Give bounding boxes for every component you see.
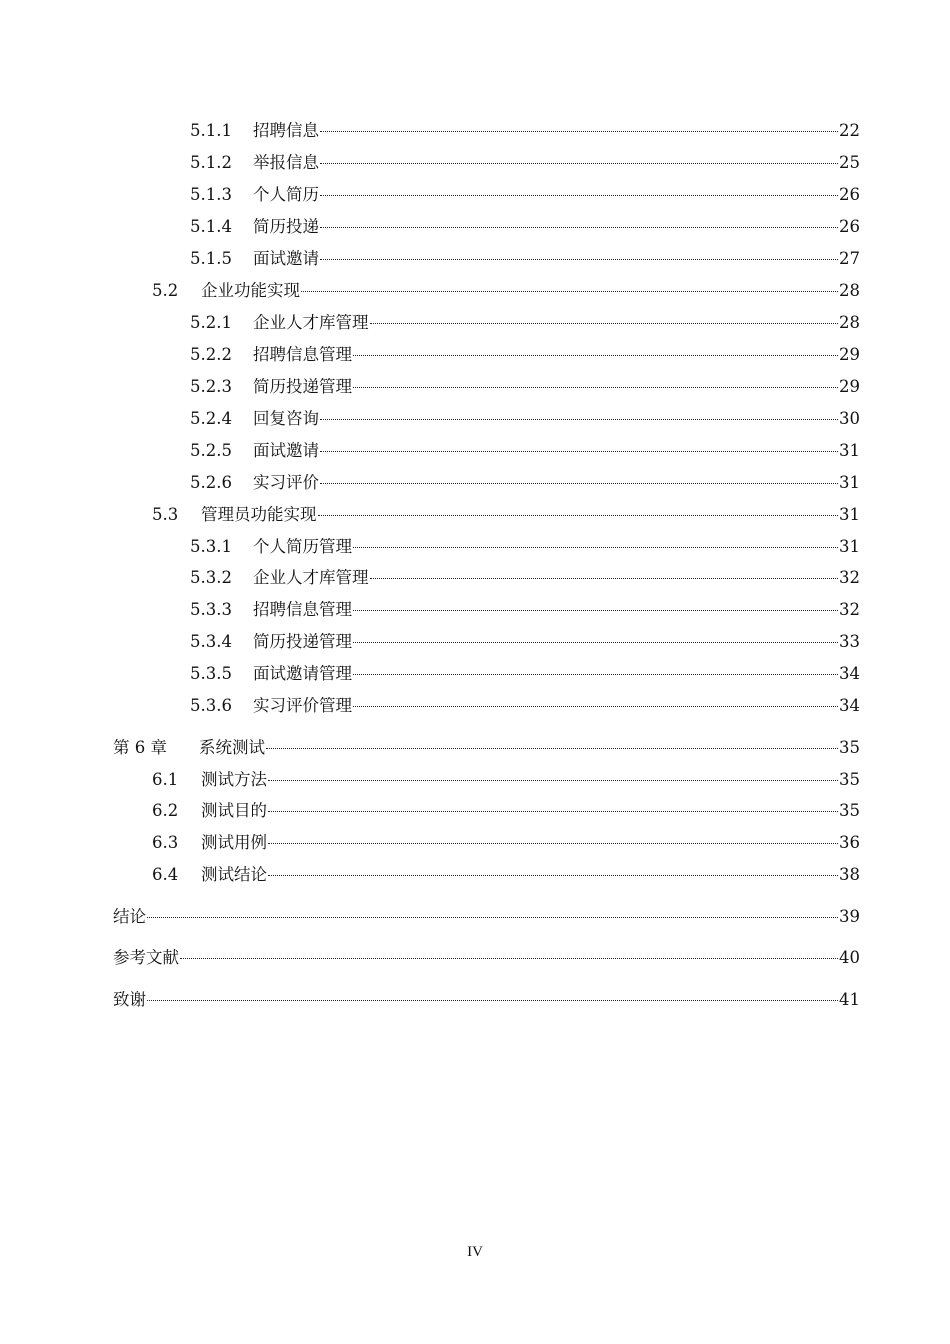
- toc-entry-page: 25: [839, 153, 860, 172]
- toc-entry[interactable]: [190, 439, 860, 463]
- toc-entry[interactable]: [190, 119, 860, 143]
- dot-leader: [320, 418, 838, 420]
- toc-entry-title: 简历投递管理: [253, 377, 352, 396]
- toc-entry-page: 26: [839, 185, 860, 204]
- toc-entry[interactable]: [113, 736, 860, 760]
- dot-leader: [268, 810, 838, 812]
- toc-entry-number: 5.2.6: [190, 473, 232, 492]
- toc-entry-title: 招聘信息管理: [253, 600, 352, 619]
- toc-entry-title: 招聘信息管理: [253, 345, 352, 364]
- toc-entry-page: 28: [839, 281, 860, 300]
- dot-leader: [180, 957, 838, 959]
- toc-entry[interactable]: [190, 694, 860, 718]
- toc-entry[interactable]: [152, 831, 860, 855]
- toc-entry[interactable]: [152, 863, 860, 887]
- toc-entry[interactable]: [152, 503, 860, 527]
- toc-entry-title: 简历投递管理: [253, 632, 352, 651]
- toc-entry-title: 结论: [113, 907, 146, 926]
- toc-entry-page: 32: [839, 600, 860, 619]
- toc-entry-page: 29: [839, 377, 860, 396]
- dot-leader: [320, 226, 838, 228]
- toc-entry-number: 5.3.6: [190, 696, 232, 715]
- toc-entry-page: 41: [839, 990, 860, 1009]
- toc-entry[interactable]: [190, 566, 860, 590]
- toc-entry-page: 38: [839, 865, 860, 884]
- toc-entry-page: 33: [839, 632, 860, 651]
- toc-entry[interactable]: [190, 630, 860, 654]
- toc-entry-page: 31: [839, 441, 860, 460]
- toc-entry-title: 测试目的: [201, 801, 267, 820]
- dot-leader: [320, 450, 838, 452]
- toc-entry-number: 5.3.3: [190, 600, 232, 619]
- dot-leader: [370, 322, 839, 324]
- toc-entry-title: 面试邀请管理: [253, 664, 352, 683]
- toc-entry[interactable]: [190, 535, 860, 559]
- toc-entry-title: 个人简历: [253, 185, 319, 204]
- toc-entry[interactable]: [190, 247, 860, 271]
- toc-entry-number: 5.3.5: [190, 664, 232, 683]
- toc-entry-number: 5.3.1: [190, 537, 232, 556]
- toc-entry-number: 5.2.3: [190, 377, 232, 396]
- toc-entry-page: 34: [839, 696, 860, 715]
- toc-entry-number: 5.1.1: [190, 121, 232, 140]
- page-number-footer: IV: [467, 1244, 483, 1260]
- toc-entry[interactable]: [190, 662, 860, 686]
- toc-entry[interactable]: [190, 343, 860, 367]
- toc-entry-title: 个人简历管理: [253, 537, 352, 556]
- toc-entry-page: 35: [839, 770, 860, 789]
- toc-entry-title: 举报信息: [253, 153, 319, 172]
- toc-entry[interactable]: [190, 311, 860, 335]
- dot-leader: [268, 874, 838, 876]
- toc-entry-number: 5.1.3: [190, 185, 232, 204]
- toc-entry-title: 面试邀请: [253, 249, 319, 268]
- toc-entry-number: 5.1.4: [190, 217, 232, 236]
- toc-entry-page: 35: [839, 738, 860, 757]
- toc-entry[interactable]: [190, 151, 860, 175]
- dot-leader: [268, 842, 838, 844]
- toc-entry-number: 5.3: [152, 505, 179, 524]
- dot-leader: [353, 705, 838, 707]
- dot-leader: [353, 546, 838, 548]
- toc-entry-page: 30: [839, 409, 860, 428]
- toc-entry-page: 26: [839, 217, 860, 236]
- dot-leader: [353, 609, 838, 611]
- toc-entry-title: 企业人才库管理: [253, 568, 369, 587]
- dot-leader: [320, 130, 838, 132]
- toc-entry[interactable]: [190, 598, 860, 622]
- toc-entry-page: 40: [839, 948, 860, 967]
- toc-entry-number: 5.3.4: [190, 632, 232, 651]
- toc-entry-title: 参考文献: [113, 948, 179, 967]
- toc-entry-number: 6.2: [152, 801, 179, 820]
- toc-entry-title: 面试邀请: [253, 441, 319, 460]
- toc-entry-page: 22: [839, 121, 860, 140]
- toc-entry-number: 5.1.5: [190, 249, 232, 268]
- toc-entry-number: 5.2.5: [190, 441, 232, 460]
- toc-entry[interactable]: [113, 988, 860, 1012]
- toc-entry-title: 测试结论: [201, 865, 267, 884]
- toc-entry-title: 简历投递: [253, 217, 319, 236]
- dot-leader: [370, 577, 839, 579]
- toc-entry-number: 第 6 章: [113, 738, 167, 757]
- toc-entry[interactable]: [190, 183, 860, 207]
- dot-leader: [266, 747, 838, 749]
- toc-entry-title: 致谢: [113, 990, 146, 1009]
- dot-leader: [353, 641, 838, 643]
- toc-entry-title: 回复咨询: [253, 409, 319, 428]
- toc-entry[interactable]: [113, 905, 860, 929]
- toc-entry[interactable]: [152, 799, 860, 823]
- toc-entry[interactable]: [190, 407, 860, 431]
- toc-entry-number: 6.4: [152, 865, 179, 884]
- toc-entry-page: 39: [839, 907, 860, 926]
- toc-entry-page: 31: [839, 537, 860, 556]
- toc-entry-page: 31: [839, 505, 860, 524]
- toc-entry-number: 5.1.2: [190, 153, 232, 172]
- toc-entry-page: 34: [839, 664, 860, 683]
- toc-entry-page: 36: [839, 833, 860, 852]
- toc-entry-page: 29: [839, 345, 860, 364]
- dot-leader: [268, 779, 838, 781]
- toc-entry-number: 5.2: [152, 281, 179, 300]
- toc-entry[interactable]: [152, 768, 860, 792]
- dot-leader: [320, 162, 838, 164]
- dot-leader: [320, 258, 838, 260]
- toc-entry-title: 实习评价: [253, 473, 319, 492]
- dot-leader: [320, 194, 838, 196]
- toc-entry-page: 32: [839, 568, 860, 587]
- toc-entry-number: 6.1: [152, 770, 179, 789]
- toc-entry-title: 招聘信息: [253, 121, 319, 140]
- dot-leader: [320, 482, 838, 484]
- toc-entry-title: 管理员功能实现: [201, 505, 317, 524]
- toc-entry-number: 5.2.2: [190, 345, 232, 364]
- toc-entry-title: 实习评价管理: [253, 696, 352, 715]
- toc-entry[interactable]: [113, 946, 860, 970]
- toc-entry-title: 测试方法: [201, 770, 267, 789]
- dot-leader: [318, 514, 839, 516]
- toc-entry-number: 6.3: [152, 833, 179, 852]
- toc-entry-number: 5.2.1: [190, 313, 232, 332]
- toc-entry-title: 系统测试: [199, 738, 265, 757]
- toc-entry-page: 27: [839, 249, 860, 268]
- dot-leader: [301, 290, 838, 292]
- toc-entry-title: 测试用例: [201, 833, 267, 852]
- toc-entry-page: 31: [839, 473, 860, 492]
- toc-entry[interactable]: [190, 215, 860, 239]
- toc-entry[interactable]: [190, 375, 860, 399]
- toc-entry[interactable]: [152, 279, 860, 303]
- toc-entry-number: 5.3.2: [190, 568, 232, 587]
- dot-leader: [147, 999, 838, 1001]
- dot-leader: [353, 386, 838, 388]
- toc-entry-title: 企业功能实现: [201, 281, 300, 300]
- toc-entry-page: 35: [839, 801, 860, 820]
- dot-leader: [147, 916, 838, 918]
- toc-entry-number: 5.2.4: [190, 409, 232, 428]
- toc-entry[interactable]: [190, 471, 860, 495]
- toc-entry-page: 28: [839, 313, 860, 332]
- toc-entry-title: 企业人才库管理: [253, 313, 369, 332]
- dot-leader: [353, 673, 838, 675]
- dot-leader: [353, 354, 838, 356]
